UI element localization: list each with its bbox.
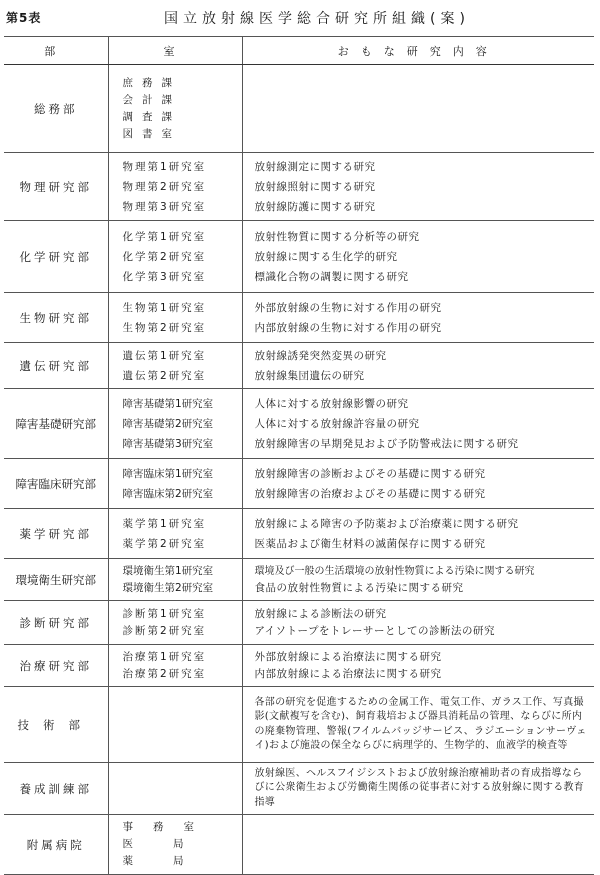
research-item: 放射線障害の治療およびその基礎に関する研究 [254,487,486,500]
room-list [108,509,242,559]
research-item: 放射性物質に関する分析等の研究 [254,230,420,243]
dept-name: 物理研究部 [4,153,108,221]
research-list [242,687,594,763]
table-row [4,687,594,763]
room-item: 生物第2研究室 [122,321,207,334]
table-row [4,601,594,645]
document-title: 国立放射線医学総合研究所組織(案) [164,11,470,27]
room-list [108,763,242,815]
research-list [242,221,594,293]
dept-name: 総務部 [4,65,108,153]
room-item: 診断第1研究室 [122,607,207,620]
research-item: 放射線による診断法の研究 [254,607,387,620]
research-list [242,509,594,559]
room-item: 庶務課 [122,76,181,89]
table-row [4,153,594,221]
dept-name: 養成訓練部 [4,763,108,815]
room-item: 会計課 [122,93,181,106]
research-list [242,293,594,343]
room-list [108,459,242,509]
research-list [242,153,594,221]
room-item: 遺伝第2研究室 [122,369,207,382]
room-item: 図書室 [122,127,181,140]
research-item: 標識化合物の調製に関する研究 [254,270,409,283]
research-item: 外部放射線による治療法に関する研究 [254,650,442,663]
room-item: 治療第1研究室 [122,650,207,663]
room-item: 薬局 [122,855,224,867]
table-row [4,645,594,687]
research-item: 医薬品および衛生材料の滅菌保存に関する研究 [254,537,486,550]
research-item: 外部放射線の生物に対する作用の研究 [254,301,442,314]
room-item: 障害基礎第1研究室 [122,397,214,410]
research-item: アイソトープをトレーサーとしての診断法の研究 [254,624,496,637]
research-item: 放射線による障害の予防薬および治療薬に関する研究 [254,517,519,530]
room-item: 薬学第1研究室 [122,517,207,530]
table-row [4,763,594,815]
room-list [108,601,242,645]
room-item: 治療第2研究室 [122,667,207,680]
table-row [4,221,594,293]
research-item: 放射線測定に関する研究 [254,160,376,173]
room-list [108,293,242,343]
dept-name: 遺伝研究部 [4,343,108,389]
research-list [242,389,594,459]
table-row [4,293,594,343]
dept-name: 治療研究部 [4,645,108,687]
dept-name: 化学研究部 [4,221,108,293]
research-list [242,763,594,815]
room-item: 化学第1研究室 [122,230,207,243]
dept-name: 生物研究部 [4,293,108,343]
research-item: 内部放射線の生物に対する作用の研究 [254,321,442,334]
organization-table [4,36,594,875]
header-room: 室 [108,37,242,65]
research-item: 放射線集団遺伝の研究 [254,369,365,382]
dept-name: 附属病院 [4,815,108,875]
research-item: 食品の放射性物質による汚染に関する研究 [254,581,464,594]
room-list [108,389,242,459]
room-item: 物理第1研究室 [122,160,207,173]
room-item: 環境衛生第1研究室 [122,564,214,577]
room-item: 薬学第2研究室 [122,537,207,550]
room-item: 物理第2研究室 [122,180,207,193]
room-item: 医局 [122,838,224,850]
room-item: 生物第1研究室 [122,301,207,314]
room-list [108,559,242,601]
table-row [4,65,594,153]
room-item: 診断第2研究室 [122,624,207,637]
dept-name: 診断研究部 [4,601,108,645]
room-item: 事務室 [122,821,214,833]
room-item: 遺伝第1研究室 [122,349,207,362]
header-research: おもな研究内容 [242,37,594,65]
room-list [108,65,242,153]
research-item: 放射線防護に関する研究 [254,200,376,213]
research-list [242,645,594,687]
room-item: 化学第3研究室 [122,270,207,283]
research-list [242,343,594,389]
table-number: 第5表 [6,11,42,25]
research-list [242,559,594,601]
research-item: 放射線照射に関する研究 [254,180,376,193]
room-item: 化学第2研究室 [122,250,207,263]
room-item: 物理第3研究室 [122,200,207,213]
room-item: 障害臨床第2研究室 [122,487,214,500]
table-row [4,343,594,389]
dept-name: 薬学研究部 [4,509,108,559]
research-paragraph: 放射線医、ヘルスフイジシストおよび放射線治療補助者の育成指導ならびに公衆衛生および労働衛生関係の従事者に対する放射線に関する教育指導 [254,767,585,808]
dept-name: 障害基礎研究部 [4,389,108,459]
research-item: 人体に対する放射線影響の研究 [254,397,409,410]
room-item: 調査課 [122,110,181,123]
room-list [108,153,242,221]
dept-name: 技術部 [4,687,108,763]
room-item: 障害臨床第1研究室 [122,467,214,480]
room-item: 障害基礎第2研究室 [122,417,214,430]
dept-name: 障害臨床研究部 [4,459,108,509]
research-paragraph: 各部の研究を促進するための金属工作、電気工作、ガラス工作、写真撮影(文献複写を含む)、飼育栽培および器具消耗品の管理、ならびに所内の廃棄物管理、警報(フイルムバッジサービス、ラジエーションサーヴェイ)および施設の保全ならびに病理学的、生物学的、血液学的検査等 [254,696,587,751]
research-item: 放射線障害の早期発見および予防警戒法に関する研究 [254,437,519,450]
research-list [242,459,594,509]
room-list [108,221,242,293]
header-dept: 部 [4,37,108,65]
table-row [4,559,594,601]
room-item: 障害基礎第3研究室 [122,437,214,450]
room-list [108,343,242,389]
research-item: 放射線誘発突然変異の研究 [254,349,387,362]
room-list [108,687,242,763]
research-item: 放射線に関する生化学的研究 [254,250,398,263]
research-list [242,601,594,645]
title-row [4,6,596,28]
room-list [108,645,242,687]
table-row [4,509,594,559]
research-item: 内部放射線による治療法に関する研究 [254,667,442,680]
table-row [4,389,594,459]
dept-name: 環境衛生研究部 [4,559,108,601]
table-row [4,459,594,509]
research-item: 放射線障害の診断およびその基礎に関する研究 [254,467,486,480]
room-item: 環境衛生第2研究室 [122,581,214,594]
research-item: 環境及び一般の生活環境の放射性物質による汚染に関する研究 [254,565,535,577]
research-list [242,65,594,153]
header-row [4,37,594,65]
research-item: 人体に対する放射線許容量の研究 [254,417,420,430]
